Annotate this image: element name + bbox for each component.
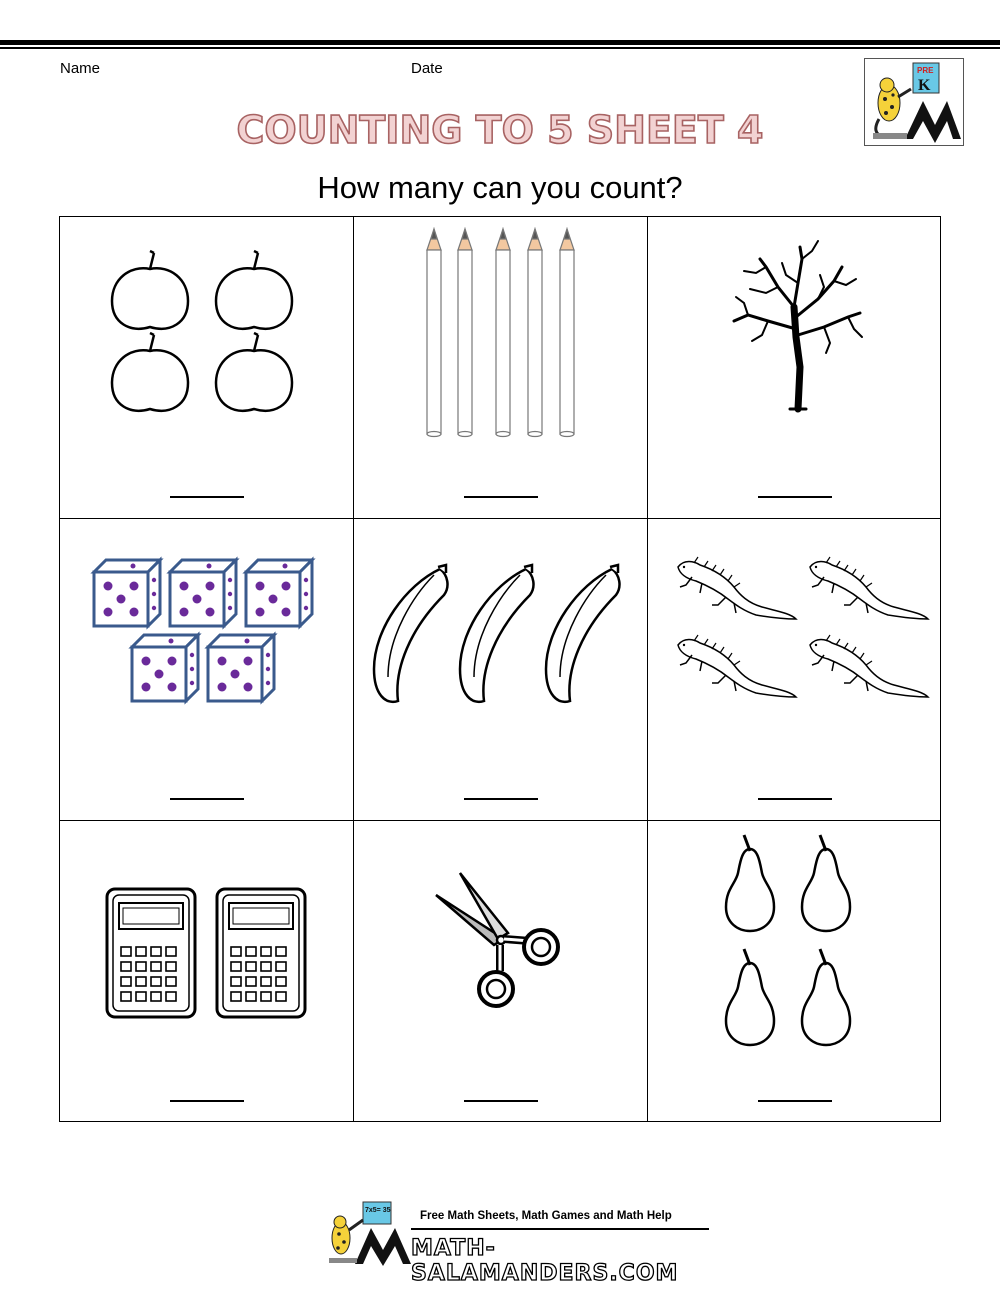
cell-tree: [648, 217, 942, 519]
salamanders-picture: [648, 519, 942, 821]
dice-picture: [60, 519, 354, 821]
tree-picture: [648, 217, 942, 519]
page-title: COUNTING TO 5 SHEET 4: [236, 108, 764, 152]
logo-pre-text: PRE: [917, 66, 934, 75]
answer-line[interactable]: [464, 496, 538, 498]
answer-line[interactable]: [170, 1100, 244, 1102]
apples-picture: [60, 217, 354, 519]
answer-line[interactable]: [170, 496, 244, 498]
pears-picture: [648, 821, 942, 1123]
pencils-picture: [354, 217, 648, 519]
cell-salamanders: [648, 519, 942, 821]
cell-dice: [60, 519, 354, 821]
cell-pears: [648, 821, 942, 1123]
scissors-picture: [354, 821, 648, 1123]
top-rule-thin: [0, 47, 1000, 49]
name-label: Name: [60, 60, 101, 77]
counting-grid: [59, 216, 941, 1122]
footer-tagline: Free Math Sheets, Math Games and Math Help: [420, 1210, 672, 1222]
cell-apples: [60, 217, 354, 519]
cell-scissors: [354, 821, 648, 1123]
answer-line[interactable]: [758, 798, 832, 800]
answer-line[interactable]: [464, 1100, 538, 1102]
date-label: Date: [411, 60, 443, 77]
footer-site-name[interactable]: MATH-SALAMANDERS.COM: [411, 1236, 679, 1286]
footer-badge-text: 7x5= 35: [365, 1207, 391, 1214]
answer-line[interactable]: [170, 798, 244, 800]
top-rule-thick: [0, 40, 1000, 45]
footer-logo: [325, 1198, 715, 1286]
answer-line[interactable]: [758, 1100, 832, 1102]
cell-bananas: [354, 519, 648, 821]
cell-calculators: [60, 821, 354, 1123]
logo-k-text: K: [918, 77, 931, 94]
cell-pencils: [354, 217, 648, 519]
bananas-picture: [354, 519, 648, 821]
answer-line[interactable]: [464, 798, 538, 800]
page-subtitle: How many can you count?: [317, 170, 683, 205]
salamander-mascot-icon: [325, 1198, 415, 1268]
footer-rule: [411, 1228, 709, 1230]
answer-line[interactable]: [758, 496, 832, 498]
calculators-picture: [60, 821, 354, 1123]
